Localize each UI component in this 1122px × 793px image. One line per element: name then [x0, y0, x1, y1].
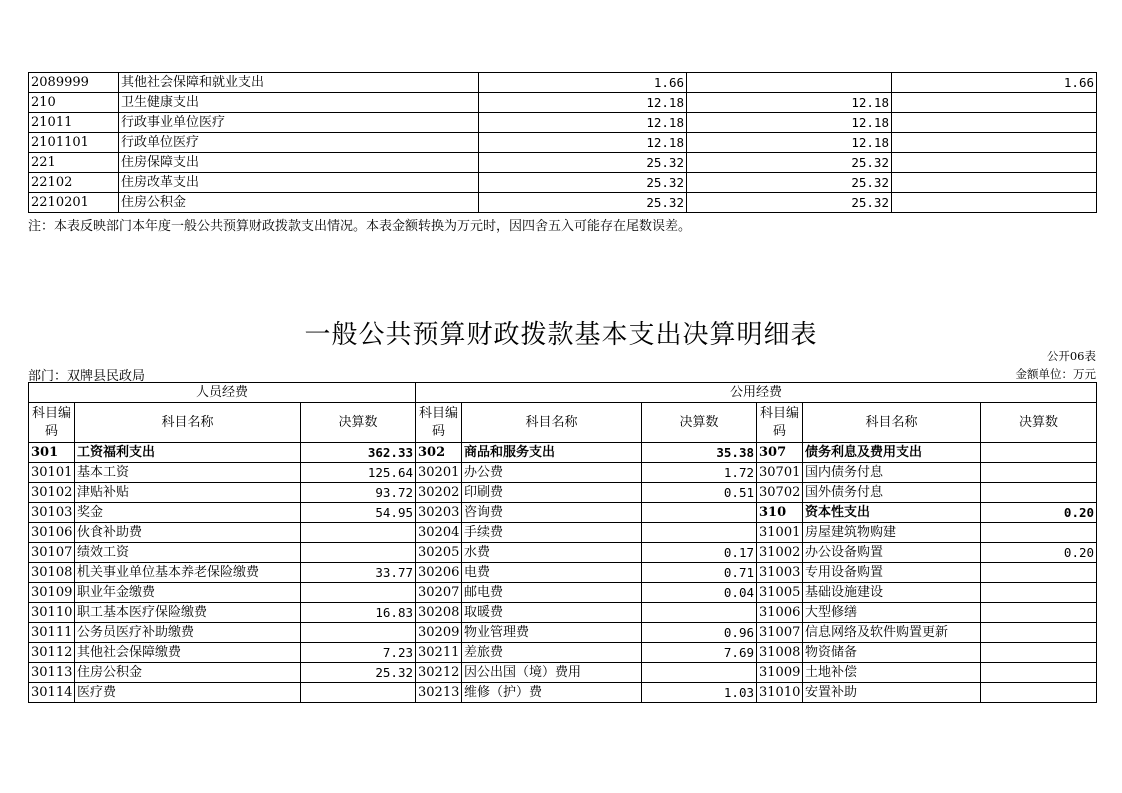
subject-name-cell: 其他社会保障缴费	[75, 643, 301, 663]
amount-cell: 35.38	[642, 443, 757, 463]
amount-cell	[642, 603, 757, 623]
amount-cell: 7.23	[301, 643, 416, 663]
subject-code-cell: 30205	[416, 543, 462, 563]
group-header-row	[29, 383, 1097, 403]
subject-code-cell: 210	[29, 93, 119, 113]
project-amount-cell	[892, 173, 1097, 193]
subject-code-cell: 30201	[416, 463, 462, 483]
subject-code-cell: 31010	[757, 683, 803, 703]
subject-code-cell: 30101	[29, 463, 75, 483]
col-amount-header: 决算数	[301, 403, 416, 443]
table-row	[29, 93, 1097, 113]
subject-name-cell: 电费	[462, 563, 642, 583]
col-amount-header: 决算数	[642, 403, 757, 443]
table-row	[29, 663, 1097, 683]
subject-name-cell: 基本工资	[75, 463, 301, 483]
amount-cell	[981, 483, 1097, 503]
subject-code-cell: 221	[29, 153, 119, 173]
subject-name-cell: 职工基本医疗保险缴费	[75, 603, 301, 623]
subject-name-cell: 差旅费	[462, 643, 642, 663]
col-name-header: 科目名称	[803, 403, 981, 443]
subject-name-cell: 物资储备	[803, 643, 981, 663]
subject-code-cell: 30103	[29, 503, 75, 523]
subject-name-cell: 取暖费	[462, 603, 642, 623]
subject-code-cell: 30212	[416, 663, 462, 683]
table-row	[29, 73, 1097, 93]
amount-cell: 125.64	[301, 463, 416, 483]
subject-code-cell: 302	[416, 443, 462, 463]
total-amount-cell: 25.32	[479, 153, 687, 173]
total-amount-cell: 25.32	[479, 173, 687, 193]
amount-cell	[981, 523, 1097, 543]
form-number: 公开06表	[1046, 349, 1096, 363]
subject-name-cell: 伙食补助费	[75, 523, 301, 543]
col-code-header: 科目编码	[416, 403, 462, 443]
table-row	[29, 173, 1097, 193]
project-amount-cell	[892, 193, 1097, 213]
subject-name-cell: 奖金	[75, 503, 301, 523]
table-row	[29, 683, 1097, 703]
amount-cell	[642, 503, 757, 523]
subject-name-cell: 机关事业单位基本养老保险缴费	[75, 563, 301, 583]
subject-code-cell: 30208	[416, 603, 462, 623]
table-row	[29, 153, 1097, 173]
amount-cell	[642, 663, 757, 683]
amount-cell: 1.03	[642, 683, 757, 703]
table-note: 注：本表反映部门本年度一般公共预算财政拨款支出情况。本表金额转换为万元时，因四舍五入可能存在尾数误差。	[28, 219, 692, 234]
amount-cell: 0.17	[642, 543, 757, 563]
subject-code-cell: 30209	[416, 623, 462, 643]
subject-name-cell: 信息网络及软件购置更新	[803, 623, 981, 643]
subject-name-cell: 住房公积金	[119, 193, 479, 213]
amount-cell: 7.69	[642, 643, 757, 663]
department-label: 部门：双牌县民政局	[28, 369, 146, 384]
project-amount-cell	[892, 153, 1097, 173]
subject-code-cell: 30107	[29, 543, 75, 563]
project-amount-cell	[892, 133, 1097, 153]
table-row	[29, 623, 1097, 643]
table-row	[29, 443, 1097, 463]
table-row	[29, 523, 1097, 543]
subject-code-cell: 301	[29, 443, 75, 463]
subject-name-cell: 绩效工资	[75, 543, 301, 563]
table-row	[29, 113, 1097, 133]
col-code-header: 科目编码	[757, 403, 803, 443]
basic-amount-cell: 12.18	[687, 133, 892, 153]
basic-amount-cell: 25.32	[687, 153, 892, 173]
subject-code-cell: 30701	[757, 463, 803, 483]
subject-code-cell: 30207	[416, 583, 462, 603]
subject-code-cell: 30112	[29, 643, 75, 663]
subject-name-cell: 债务利息及费用支出	[803, 443, 981, 463]
amount-cell: 33.77	[301, 563, 416, 583]
subject-name-cell: 医疗费	[75, 683, 301, 703]
top-expenditure-table	[28, 72, 1097, 213]
column-header-row	[29, 403, 1097, 443]
amount-cell	[981, 643, 1097, 663]
total-amount-cell: 1.66	[479, 73, 687, 93]
subject-name-cell: 水费	[462, 543, 642, 563]
amount-cell: 0.71	[642, 563, 757, 583]
subject-code-cell: 30108	[29, 563, 75, 583]
subject-name-cell: 土地补偿	[803, 663, 981, 683]
subject-name-cell: 办公费	[462, 463, 642, 483]
subject-code-cell: 310	[757, 503, 803, 523]
subject-code-cell: 31008	[757, 643, 803, 663]
subject-code-cell: 30202	[416, 483, 462, 503]
subject-name-cell: 专用设备购置	[803, 563, 981, 583]
subject-name-cell: 办公设备购置	[803, 543, 981, 563]
subject-code-cell: 30109	[29, 583, 75, 603]
subject-code-cell: 30111	[29, 623, 75, 643]
total-amount-cell: 12.18	[479, 113, 687, 133]
table-row	[29, 583, 1097, 603]
amount-cell	[981, 603, 1097, 623]
amount-cell: 0.96	[642, 623, 757, 643]
amount-cell	[981, 563, 1097, 583]
subject-code-cell: 30213	[416, 683, 462, 703]
amount-cell: 54.95	[301, 503, 416, 523]
amount-cell: 25.32	[301, 663, 416, 683]
subject-code-cell: 31003	[757, 563, 803, 583]
project-amount-cell	[892, 113, 1097, 133]
subject-code-cell: 30702	[757, 483, 803, 503]
amount-cell	[301, 523, 416, 543]
amount-cell: 93.72	[301, 483, 416, 503]
subject-code-cell: 31002	[757, 543, 803, 563]
basic-amount-cell: 25.32	[687, 193, 892, 213]
subject-name-cell: 公务员医疗补助缴费	[75, 623, 301, 643]
subject-code-cell: 30206	[416, 563, 462, 583]
subject-name-cell: 印刷费	[462, 483, 642, 503]
total-amount-cell: 12.18	[479, 133, 687, 153]
subject-name-cell: 商品和服务支出	[462, 443, 642, 463]
amount-cell: 0.51	[642, 483, 757, 503]
total-amount-cell: 12.18	[479, 93, 687, 113]
table-row	[29, 563, 1097, 583]
subject-code-cell: 30204	[416, 523, 462, 543]
subject-code-cell: 30203	[416, 503, 462, 523]
subject-name-cell: 住房改革支出	[119, 173, 479, 193]
subject-name-cell: 邮电费	[462, 583, 642, 603]
subject-name-cell: 工资福利支出	[75, 443, 301, 463]
subject-code-cell: 30110	[29, 603, 75, 623]
subject-name-cell: 住房公积金	[75, 663, 301, 683]
amount-cell	[981, 683, 1097, 703]
basic-expenditure-detail-table	[28, 382, 1097, 703]
basic-amount-cell: 12.18	[687, 113, 892, 133]
subject-code-cell: 2101101	[29, 133, 119, 153]
subject-name-cell: 因公出国（境）费用	[462, 663, 642, 683]
amount-cell: 0.20	[981, 503, 1097, 523]
amount-cell	[301, 683, 416, 703]
group-personnel-header: 人员经费	[29, 383, 416, 403]
table-row	[29, 543, 1097, 563]
amount-cell: 0.04	[642, 583, 757, 603]
subject-code-cell: 22102	[29, 173, 119, 193]
subject-name-cell: 其他社会保障和就业支出	[119, 73, 479, 93]
subject-code-cell: 31007	[757, 623, 803, 643]
table-row	[29, 133, 1097, 153]
subject-code-cell: 30114	[29, 683, 75, 703]
table-row	[29, 193, 1097, 213]
subject-code-cell: 30211	[416, 643, 462, 663]
amount-cell	[981, 663, 1097, 683]
amount-cell	[301, 623, 416, 643]
total-amount-cell: 25.32	[479, 193, 687, 213]
amount-cell	[981, 623, 1097, 643]
amount-cell	[301, 543, 416, 563]
amount-unit-label: 金额单位：万元	[1015, 367, 1096, 381]
subject-code-cell: 31005	[757, 583, 803, 603]
group-public-header: 公用经费	[416, 383, 1097, 403]
amount-cell: 16.83	[301, 603, 416, 623]
subject-name-cell: 住房保障支出	[119, 153, 479, 173]
subject-name-cell: 行政事业单位医疗	[119, 113, 479, 133]
subject-code-cell: 30113	[29, 663, 75, 683]
amount-cell: 0.20	[981, 543, 1097, 563]
amount-cell	[981, 583, 1097, 603]
col-amount-header: 决算数	[981, 403, 1097, 443]
page-title: 一般公共预算财政拨款基本支出决算明细表	[304, 320, 818, 350]
subject-name-cell: 大型修缮	[803, 603, 981, 623]
subject-code-cell: 21011	[29, 113, 119, 133]
subject-name-cell: 国内债务付息	[803, 463, 981, 483]
amount-cell	[981, 463, 1097, 483]
subject-name-cell: 基础设施建设	[803, 583, 981, 603]
col-name-header: 科目名称	[75, 403, 301, 443]
subject-name-cell: 行政单位医疗	[119, 133, 479, 153]
subject-code-cell: 2089999	[29, 73, 119, 93]
subject-name-cell: 卫生健康支出	[119, 93, 479, 113]
amount-cell	[981, 443, 1097, 463]
amount-cell	[301, 583, 416, 603]
basic-amount-cell: 25.32	[687, 173, 892, 193]
subject-name-cell: 资本性支出	[803, 503, 981, 523]
table-row	[29, 643, 1097, 663]
col-code-header: 科目编码	[29, 403, 75, 443]
subject-code-cell: 30102	[29, 483, 75, 503]
subject-name-cell: 安置补助	[803, 683, 981, 703]
subject-code-cell: 307	[757, 443, 803, 463]
subject-name-cell: 职业年金缴费	[75, 583, 301, 603]
col-name-header: 科目名称	[462, 403, 642, 443]
subject-name-cell: 房屋建筑物购建	[803, 523, 981, 543]
basic-amount-cell: 12.18	[687, 93, 892, 113]
subject-code-cell: 31001	[757, 523, 803, 543]
subject-name-cell: 津贴补贴	[75, 483, 301, 503]
subject-name-cell: 咨询费	[462, 503, 642, 523]
project-amount-cell: 1.66	[892, 73, 1097, 93]
project-amount-cell	[892, 93, 1097, 113]
table-row	[29, 483, 1097, 503]
subject-code-cell: 31006	[757, 603, 803, 623]
table-row	[29, 603, 1097, 623]
subject-name-cell: 国外债务付息	[803, 483, 981, 503]
table-row	[29, 503, 1097, 523]
subject-name-cell: 维修（护）费	[462, 683, 642, 703]
amount-cell: 1.72	[642, 463, 757, 483]
subject-code-cell: 2210201	[29, 193, 119, 213]
subject-code-cell: 30106	[29, 523, 75, 543]
subject-name-cell: 手续费	[462, 523, 642, 543]
amount-cell	[642, 523, 757, 543]
amount-cell: 362.33	[301, 443, 416, 463]
subject-name-cell: 物业管理费	[462, 623, 642, 643]
table-row	[29, 463, 1097, 483]
basic-amount-cell	[687, 73, 892, 93]
subject-code-cell: 31009	[757, 663, 803, 683]
